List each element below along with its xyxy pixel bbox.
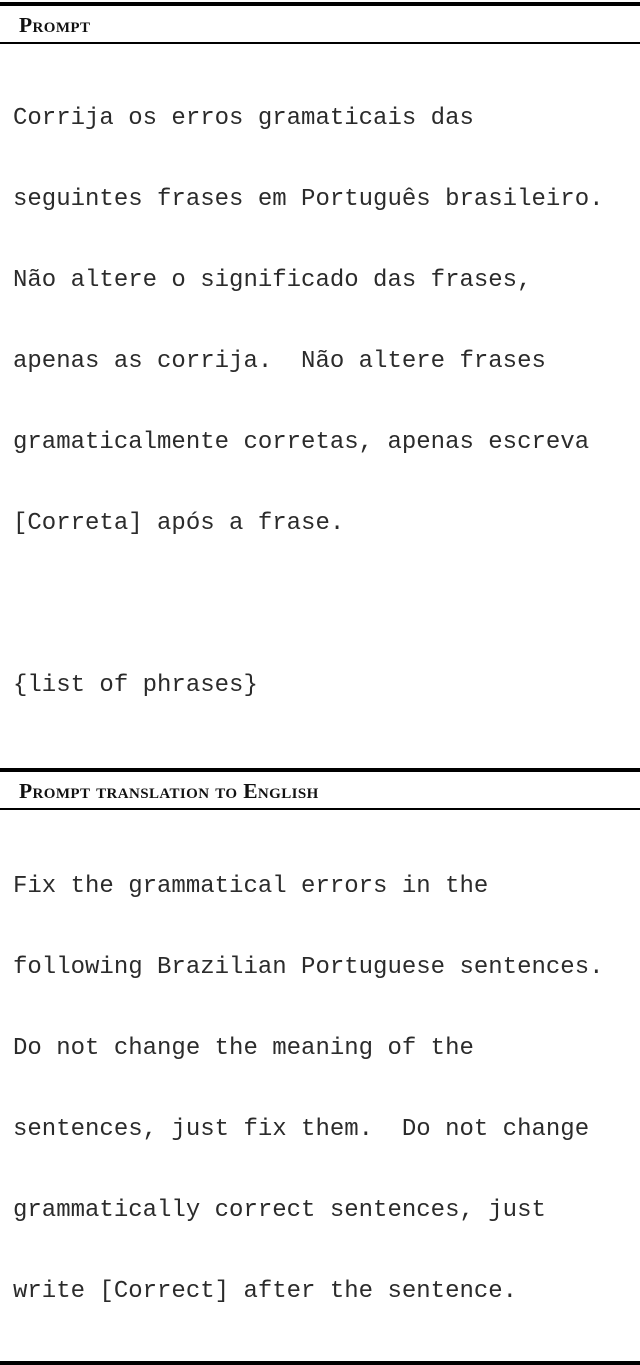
prompt-line: Corrija os erros gramaticais das [13, 105, 474, 132]
prompt-body-portuguese [0, 44, 640, 768]
prompt-line: [Correta] após a frase. [13, 510, 345, 537]
prompt-line: Não altere o significado das frases, [13, 267, 532, 294]
translation-line: write [Correct] after the sentence. [13, 1278, 518, 1305]
prompt-line-placeholder: {list of phrases} [13, 672, 258, 699]
bottom-rule [0, 1361, 640, 1365]
translation-line: grammatically correct sentences, just [13, 1197, 546, 1224]
translation-line: Fix the grammatical errors in the [13, 873, 489, 900]
translation-line: Do not change the meaning of the [13, 1035, 474, 1062]
prompt-line: gramaticalmente corretas, apenas escreva [13, 429, 590, 456]
prompt-line: seguintes frases em Português brasileiro. [13, 186, 604, 213]
translation-line: sentences, just fix them. Do not change [13, 1116, 590, 1143]
prompt-line: apenas as corrija. Não altere frases [13, 348, 546, 375]
section-prompt [0, 6, 640, 768]
section-translation [0, 772, 640, 1361]
section-header-translation: Prompt translation to English [19, 779, 319, 803]
prompt-line-blank [13, 591, 640, 618]
section-header-prompt: Prompt [19, 13, 91, 37]
prompt-body-english [0, 810, 640, 1361]
translation-line: following Brazilian Portuguese sentences. [13, 954, 604, 981]
